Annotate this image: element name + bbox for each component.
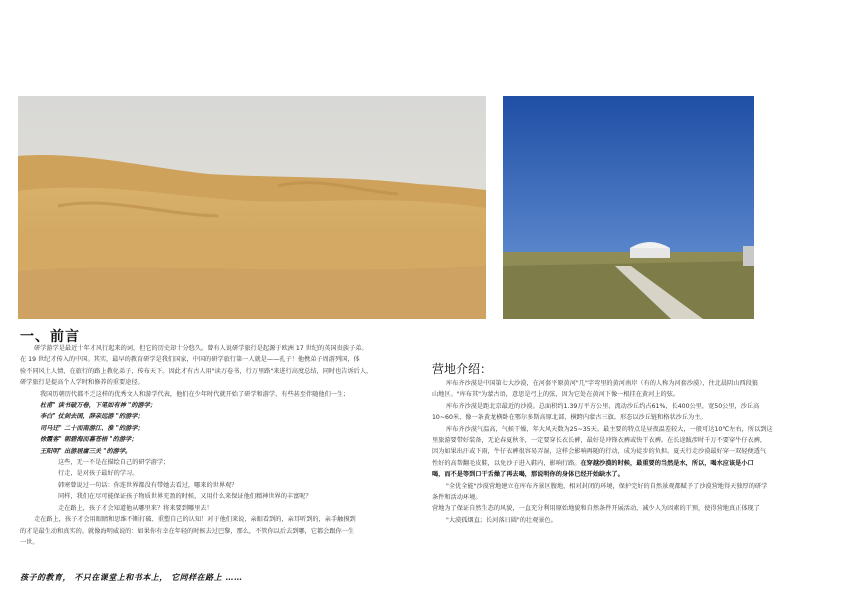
camp-line: 库布齐沙漠气温高，气候干燥，年大风天数为25~35天。最主要的特点是昼夜温差较大，一般可达10℃左右，所以到这 xyxy=(446,425,773,433)
intro-line: 一世。 xyxy=(20,538,39,546)
section-heading-intro: 一、前言 xyxy=(20,329,80,345)
poem-line: 司马迁" 二十而南游江、淮 "的游学； xyxy=(40,424,144,432)
camp-line: "大漠孤烟直；长河落日圆"的壮观景色。 xyxy=(446,516,557,524)
camp-line: 山地区。"库布其"为蒙古语，意思是弓上的弦，因为它处在黄河下像一根挂在黄河上的弦。 xyxy=(432,391,680,399)
camp-line: 营地为了保证自然生态的风貌，一直充分利用原始地貌和自然条件开展活动，减少人为因素的干预，使得营地真正体现了 xyxy=(432,505,760,513)
poem-line: 王阳明" 出游居庸三关 "的游学。 xyxy=(40,447,132,455)
camp-line: 条件和活动环境。 xyxy=(432,494,482,502)
intro-line: 我国历朝历代都不乏这样的优秀文人和游学代表，他们在少年时代就开始了研学和游学，有些甚至伴随他们一生； xyxy=(40,390,350,398)
camp-line-emphasis-text: 喝，而不是等到口干舌燥了再去喝，那说明你的身体已经开始缺水了。 xyxy=(432,471,624,479)
camp-line: 10~60米，像一条黄龙横卧在鄂尔多斯高原北部，横跨内蒙古三旗。形态以沙丘链和格状沙丘为主。 xyxy=(432,414,707,422)
intro-line: 走在路上，孩子才会知道他从哪里来？将来要到哪里去！ xyxy=(58,504,213,512)
camp-line-emphasis: 在穿越沙漠的时候，最重要的当然是水，所以，喝水应该是小口 xyxy=(580,459,754,467)
slogan: 孩子的教育， 不只在课堂上和书本上， 它同样在路上 …… xyxy=(20,572,243,582)
camp-line: 因为如果出汗或下雨，牛仔衣裤很容易弄湿，这样会影响再随的行动，成为徒步的负担。夏天行走沙漠最好穿一双轻便透气 xyxy=(432,448,767,456)
camp-line: "全优全能"沙漠营地建立在库布齐景区腹地，相对封闭的环境，保护完好的自然景观都赋予了沙漠营地得天独厚的研学 xyxy=(446,482,768,490)
camp-line: 库布齐沙漠是中国第七大沙漠，在河套平原黄河"几"字弯里的黄河南岸（有的人称为河套沙漠），往北晨阴山西段狼 xyxy=(446,380,758,387)
poem-line: 李白" 仗剑去国，辞亲远游 "的游学； xyxy=(40,413,144,421)
yurt-camp-boardwalk-photo xyxy=(503,96,754,319)
intro-body xyxy=(20,343,424,548)
camp-line: 里旅游要带好装备，无论春夏秋冬，一定要穿长衣长裤，最好是冲锋衣裤或快干衣裤。在长途跋涉时千万不要穿牛仔衣裤， xyxy=(432,437,767,445)
camp-line xyxy=(432,458,824,469)
intro-line: 验不同风土人情，在旅行的路上教化弟子，传布天下。因此才有古人用"读万卷书，行万里路"来进行高度总结，同时也告诉后人， xyxy=(20,367,373,375)
section-heading-camp: 营地介绍： xyxy=(432,362,493,376)
poem-line: 杜甫" 读书破万卷，下笔如有神 "的游学； xyxy=(40,402,156,410)
intro-line: 这些，无一不是在描绘自己的研学游学； xyxy=(58,459,170,467)
intro-line: 韩寒曾说过一句话：你连世界都没有带她去看过，哪来的世界观？ xyxy=(58,481,238,489)
intro-line: 研学旅行是提高个人学时和修养的重要途径。 xyxy=(20,379,144,387)
camp-line-part: 性好的高帮翻毛皮鞋，以免沙子进入鞋内，影响行路。 xyxy=(432,459,581,467)
intro-line: 研学游学是最近十年才风行起来的词，但它的历史却十分悠久。曾有人说研学旅行是起源于欧洲 17 世纪的英国贵族子弟。 xyxy=(34,345,368,352)
poem-line: 徐霞客" 朝碧海而暮苍梧 "的游学； xyxy=(40,436,138,444)
intro-line: 行走，是对孩子最好的学习。 xyxy=(58,470,139,478)
camp-line-emphasis xyxy=(432,469,824,480)
desert-dunes-photo xyxy=(18,96,486,319)
camp-body xyxy=(432,378,824,526)
camp-line: 库布齐沙漠是距北京最近的沙漠。总面积约1.39万平方公里，流动沙丘约占61%，长400公里，宽50公里，沙丘高 xyxy=(446,402,760,410)
intro-line: 同样，我们在尽可能保证孩子物质世界充盈的时候，又用什么来保证他们精神世界的丰富呢？ xyxy=(58,493,312,501)
intro-line: 走在路上，孩子才会用眼睛和思维不断打破、重塑自己的认知！对于他们来说，亲眼看到的，亲耳听到的，亲手触摸到 xyxy=(34,516,356,524)
intro-line: 在 19 世纪才传入的中国。其实，最早的教育研学是我们国家，中国的研学旅行第一人就是——孔子！他携弟子周游列国，体 xyxy=(20,356,360,364)
intro-line: 的才是最生动和真实的。就像海明威说的：如果你有幸在年轻的时候去过巴黎，那么，不管你以后去到哪，它都会跟你一生 xyxy=(20,527,355,535)
